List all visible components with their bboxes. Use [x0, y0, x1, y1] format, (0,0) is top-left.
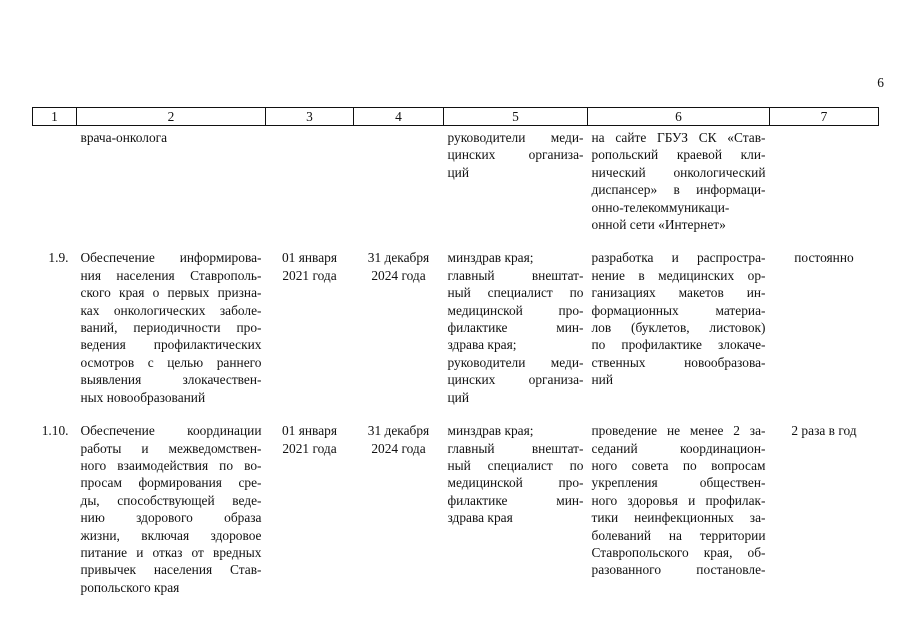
cell-text-line: ды, способствующей веде-	[80, 492, 262, 508]
cell-text-line: ках онкологических заболе-	[80, 302, 262, 318]
cell-text-line: ваний, периодичности про-	[80, 320, 262, 336]
cell-text-line: минздрав края;	[447, 250, 534, 266]
cell-text-line: онно-телекоммуникаци-	[591, 199, 730, 215]
result-cell	[588, 422, 770, 612]
cell-text-line: руководители меди-	[447, 130, 584, 145]
period-cell	[770, 249, 879, 422]
cell-text-line: просам формирования сре-	[80, 475, 262, 491]
cell-text-line: жизни, включая здоровое	[80, 527, 262, 543]
cell-text-line: Обеспечение информирова-	[80, 250, 262, 266]
row-number	[33, 126, 77, 250]
cell-text-line: филактике мин-	[447, 492, 584, 508]
cell-text-line: седаний координацион-	[591, 440, 766, 456]
cell-text-line: ропольский краевой кли-	[591, 147, 766, 163]
start-date-cell	[266, 249, 354, 422]
plan-table	[32, 107, 879, 612]
cell-text-line: осмотров с целью раннего	[80, 354, 262, 370]
column-header-7: 7	[770, 108, 879, 126]
cell-text-line: цинских организа-	[447, 147, 584, 163]
row-number: 1.10.	[41, 423, 69, 439]
cell-text-line: формационных материа-	[591, 302, 766, 318]
row-number: 1.9.	[48, 250, 69, 266]
cell-text-line: 31 декабря	[367, 250, 430, 266]
cell-text-line: врача-онколога	[80, 130, 168, 145]
cell-text-line: 2021 года	[282, 267, 337, 283]
executors-cell	[444, 249, 588, 422]
cell-text-line: медицинской про-	[447, 475, 584, 491]
end-date-cell	[354, 422, 444, 612]
cell-text-line: выявления злокачествен-	[80, 372, 262, 388]
cell-text-line: проведение не менее 2 за-	[591, 423, 766, 439]
cell-text-line: работы и межведомствен-	[80, 440, 262, 456]
result-cell	[588, 249, 770, 422]
cell-text-line: здрава края	[447, 510, 513, 526]
cell-text-line: ного совета по вопросам	[591, 457, 766, 473]
cell-text-line: здрава края;	[447, 337, 517, 353]
cell-text-line: главный внештат-	[447, 267, 584, 283]
cell-text-line: 2021 года	[282, 440, 337, 456]
cell-text-line: ного здоровья и профилак-	[591, 492, 766, 508]
cell-text-line: болеваний на территории	[591, 527, 766, 543]
period-cell	[770, 126, 879, 250]
cell-text-line: филактике мин-	[447, 320, 584, 336]
cell-text-line: питание и отказ от вредных	[80, 544, 262, 560]
cell-text-line: нический онкологический	[591, 164, 766, 180]
cell-text-line: постоянно	[794, 250, 854, 266]
cell-text-line: ганизациях макетов ин-	[591, 285, 766, 301]
event-cell	[77, 126, 266, 250]
table-row	[33, 249, 879, 422]
cell-text-line: минздрав края;	[447, 423, 534, 439]
cell-text-line: 2024 года	[371, 440, 426, 456]
cell-text-line: ропольского края	[80, 579, 180, 595]
cell-text-line: ния населения Ставрополь-	[80, 267, 262, 283]
end-date-cell	[354, 126, 444, 250]
cell-text-line: ведения профилактических	[80, 337, 262, 353]
cell-text-line: по профилактике злокаче-	[591, 337, 766, 353]
cell-text-line: разованного постановле-	[591, 562, 766, 578]
cell-text-line: ный специалист по	[447, 285, 584, 301]
column-header-2: 2	[77, 108, 266, 126]
start-date-cell	[266, 422, 354, 612]
cell-text-line: привычек населения Став-	[80, 562, 262, 578]
cell-text-line: Ставропольского края, об-	[591, 544, 766, 560]
column-header-6: 6	[588, 108, 770, 126]
column-header-3: 3	[266, 108, 354, 126]
cell-text-line: ного взаимодействия по во-	[80, 457, 262, 473]
event-cell	[77, 422, 266, 612]
cell-text-line: главный внештат-	[447, 440, 584, 456]
cell-text-line: разработка и распростра-	[591, 250, 766, 266]
cell-text-line: тики неинфекционных за-	[591, 510, 766, 526]
cell-text-line: ций	[447, 389, 469, 405]
cell-text-line: 2024 года	[371, 267, 426, 283]
cell-text-line: ственных новообразова-	[591, 354, 766, 370]
cell-text-line: нию здорового образа	[80, 510, 262, 526]
column-header-4: 4	[354, 108, 444, 126]
header-row	[33, 108, 879, 126]
cell-text-line: руководители меди-	[447, 354, 584, 370]
start-date-cell	[266, 126, 354, 250]
event-cell	[77, 249, 266, 422]
cell-text-line: медицинской про-	[447, 302, 584, 318]
end-date-cell	[354, 249, 444, 422]
cell-text-line: нение в медицинских ор-	[591, 267, 766, 283]
table-row	[33, 422, 879, 612]
cell-text-line: Обеспечение координации	[80, 423, 262, 439]
column-header-5: 5	[444, 108, 588, 126]
result-cell	[588, 126, 770, 250]
page-number: 6	[877, 75, 884, 90]
cell-text-line: онной сети «Интернет»	[591, 217, 726, 233]
cell-text-line: 2 раза в год	[791, 423, 857, 439]
cell-text-line: 01 января	[281, 250, 337, 266]
cell-text-line: цинских организа-	[447, 372, 584, 388]
cell-text-line: диспансер» в информаци-	[591, 182, 766, 198]
executors-cell	[444, 422, 588, 612]
cell-text-line: ций	[447, 164, 469, 180]
column-header-1: 1	[33, 108, 77, 126]
cell-text-line: лов (буклетов, листовок)	[591, 320, 766, 336]
executors-cell	[444, 126, 588, 250]
period-cell	[770, 422, 879, 612]
table-row	[33, 126, 879, 250]
cell-text-line: ный специалист по	[447, 457, 584, 473]
cell-text-line: 31 декабря	[367, 423, 430, 439]
cell-text-line: на сайте ГБУЗ СК «Став-	[591, 130, 766, 145]
cell-text-line: ний	[591, 372, 613, 388]
cell-text-line: ных новообразований	[80, 389, 206, 405]
cell-text-line: 01 января	[281, 423, 337, 439]
cell-text-line: ского края о первых призна-	[80, 285, 262, 301]
cell-text-line: укрепления обществен-	[591, 475, 766, 491]
